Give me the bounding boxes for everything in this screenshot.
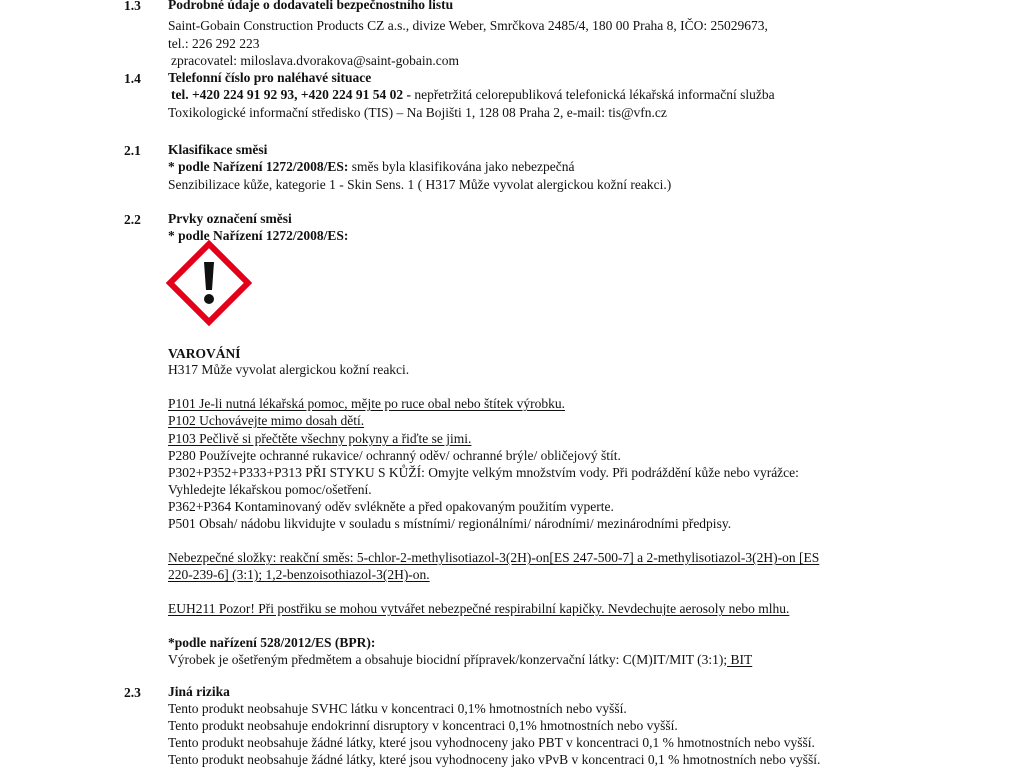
other-risk-line: Tento produkt neobsahuje SVHC látku v koncentraci 0,1% hmotnostních nebo vyšší. xyxy=(168,701,627,716)
labelling-regulation: * podle Nařízení 1272/2008/ES: xyxy=(168,228,349,243)
section-number-1-3: 1.3 xyxy=(124,0,141,13)
supplier-phone: tel.: 226 292 223 xyxy=(168,36,260,51)
classification-result: směs byla klasifikována jako nebezpečná xyxy=(348,159,575,174)
section-title-2-1: Klasifikace směsi xyxy=(168,142,268,157)
section-number-2-3: 2.3 xyxy=(124,685,141,700)
tis-contact: Toxikologické informační středisko (TIS) – Na Bojišti 1, 128 08 Praha 2, e-mail: tis@vfn.cz xyxy=(168,105,667,120)
precaution-p102: P102 Uchovávejte mimo dosah dětí. xyxy=(168,413,365,428)
bpr-bit: BIT xyxy=(727,652,753,667)
classification-regulation: * podle Nařízení 1272/2008/ES: xyxy=(168,159,349,174)
section-title-1-4: Telefonní číslo pro naléhavé situace xyxy=(168,70,372,85)
section-number-2-1: 2.1 xyxy=(124,143,141,158)
emergency-phones-line xyxy=(171,88,775,102)
bpr-title: *podle nařízení 528/2012/ES (BPR): xyxy=(168,635,376,650)
bpr-text: Výrobek je ošetřeným předmětem a obsahuje biocidní přípravek/konzervační látky: C(M)IT/MIT (3:1); xyxy=(168,652,728,667)
precaution-p103: P103 Pečlivě si přečtěte všechny pokyny a řiďte se jimi. xyxy=(168,431,472,446)
ghs07-exclamation-icon xyxy=(166,240,252,326)
precaution-p280: P280 Používejte ochranné rukavice/ ochranný oděv/ ochranné brýle/ obličejový štít. xyxy=(168,448,621,463)
hazardous-components-cont: 220-239-6] (3:1); 1,2-benzoisothiazol-3(2H)-on. xyxy=(168,567,430,582)
other-risk-line: Tento produkt neobsahuje žádné látky, které jsou vyhodnoceny jako vPvB v koncentraci 0,1 % hmotnostních nebo vyšší. xyxy=(168,752,821,767)
precaution-p101: P101 Je-li nutná lékařská pomoc, mějte po ruce obal nebo štítek výrobku. xyxy=(168,396,566,411)
precaution-p501: P501 Obsah/ nádobu likvidujte v souladu s místními/ regionálními/ národními/ mezinárodními předpisy. xyxy=(168,516,732,531)
section-title-1-3: Podrobné údaje o dodavateli bezpečnostního listu xyxy=(168,0,454,12)
supplier-company: Saint-Gobain Construction Products CZ a.s., divize Weber, Smrčkova 2485/4, 180 00 Praha 8, IČO: 25029673, xyxy=(168,18,768,33)
euh211-statement: EUH211 Pozor! Při postřiku se mohou vytvářet nebezpečné respirabilní kapičky. Nevdechujte aerosoly nebo mlhu. xyxy=(168,601,790,616)
supplier-email: zpracovatel: miloslava.dvorakova@saint-gobain.com xyxy=(171,53,459,68)
hazardous-components: Nebezpečné složky: reakční směs: 5-chlor-2-methylisotiazol-3(2H)-on[ES 247-500-7] a 2-methylisotiazol-3(2H)-on [ES xyxy=(168,550,820,565)
emergency-service: nepřetržitá celorepubliková telefonická lékařská informační služba xyxy=(411,87,775,102)
exclamation-dot xyxy=(204,294,214,304)
other-risk-line: Tento produkt neobsahuje žádné látky, které jsou vyhodnoceny jako PBT v koncentraci 0,1 % hmotnostních nebo vyšší. xyxy=(168,735,815,750)
precaution-p362: P362+P364 Kontaminovaný oděv svlékněte a před opakovaným použitím vyperte. xyxy=(168,499,614,514)
hazard-statement: H317 Může vyvolat alergickou kožní reakci. xyxy=(168,362,410,377)
section-title-2-2: Prvky označení směsi xyxy=(168,211,292,226)
emergency-phones: tel. +420 224 91 92 93, +420 224 91 54 02 - xyxy=(171,87,411,102)
bpr-text-line xyxy=(168,653,752,667)
classification-text: Senzibilizace kůže, kategorie 1 - Skin Sens. 1 ( H317 Může vyvolat alergickou kožní reakci.) xyxy=(168,177,672,192)
precaution-p302: P302+P352+P333+P313 PŘI STYKU S KŮŽÍ: Omyjte velkým množstvím vody. Při podráždění kůže nebo vyrážce: xyxy=(168,465,799,480)
signal-word: VAROVÁNÍ xyxy=(168,346,241,361)
classification-regulation-line xyxy=(168,160,574,174)
other-risk-line: Tento produkt neobsahuje endokrinní disruptory v koncentraci 0,1% hmotnostních nebo vyšší. xyxy=(168,718,678,733)
section-title-2-3: Jiná rizika xyxy=(168,684,230,699)
section-number-1-4: 1.4 xyxy=(124,71,141,86)
section-number-2-2: 2.2 xyxy=(124,212,141,227)
precaution-p302-cont: Vyhledejte lékařskou pomoc/ošetření. xyxy=(168,482,372,497)
